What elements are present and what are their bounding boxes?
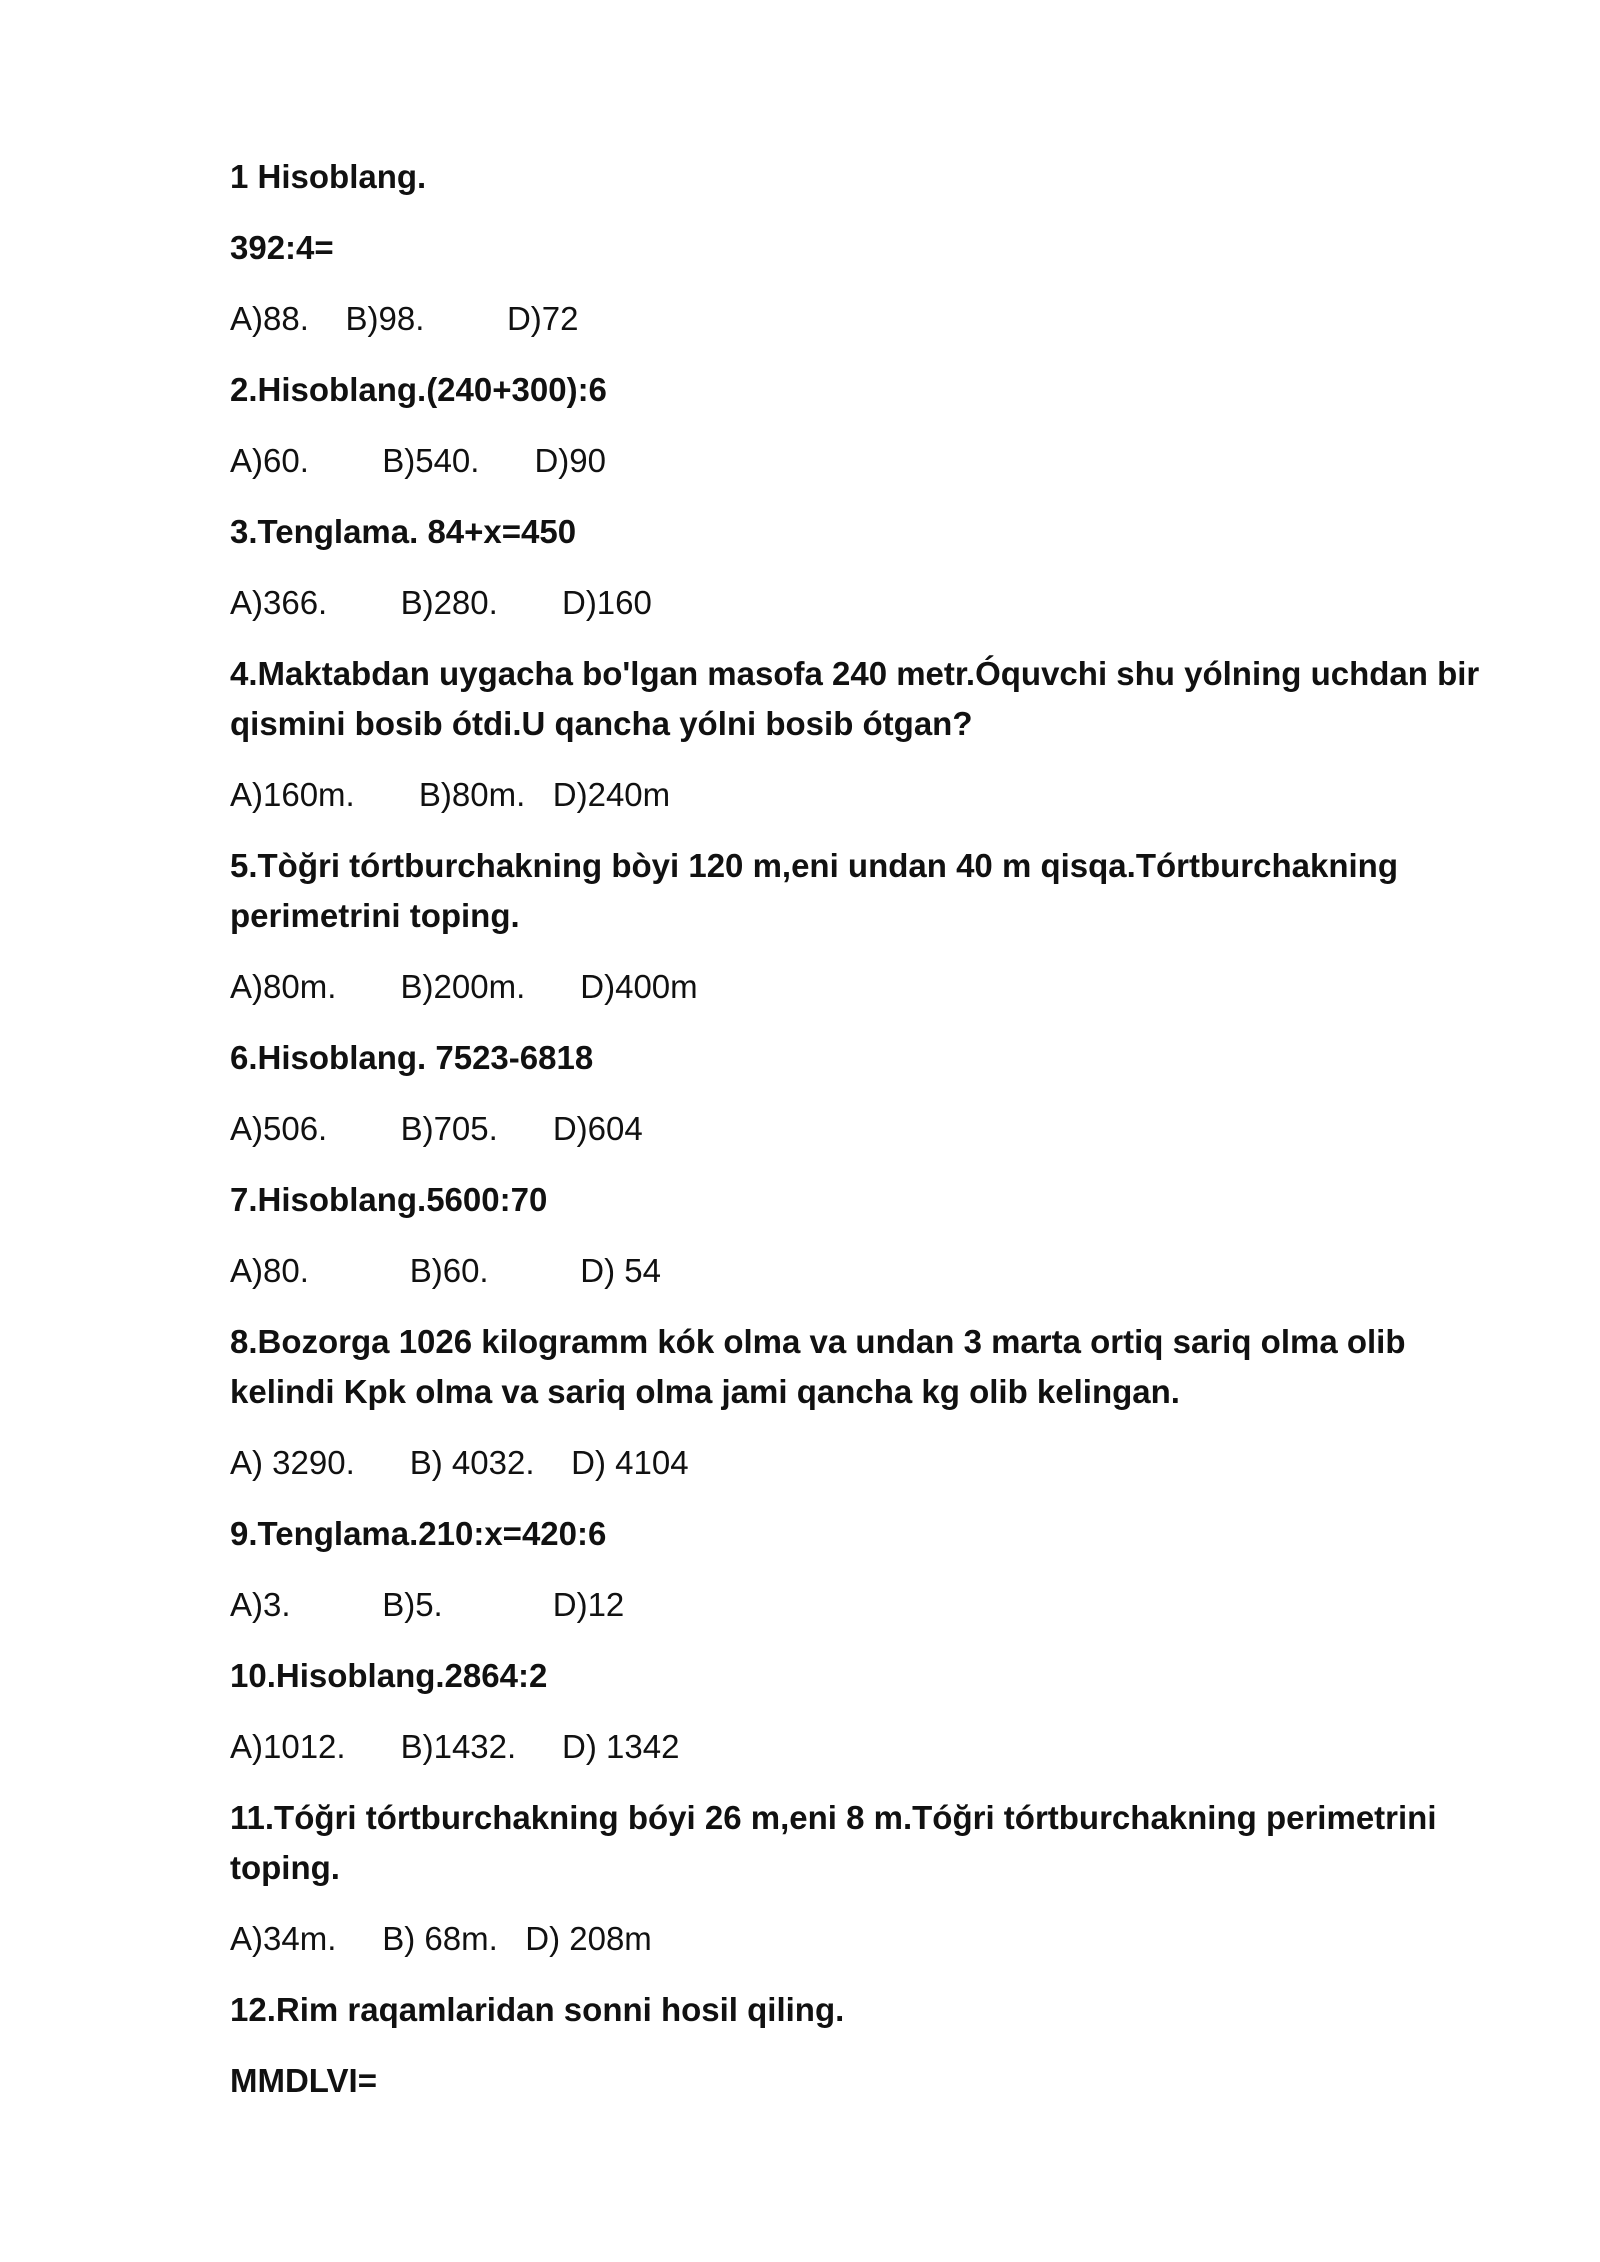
question-10-options: A)1012. B)1432. D) 1342 bbox=[230, 1728, 680, 1765]
question-12: 12.Rim raqamlaridan sonni hosil qiling. bbox=[230, 1991, 845, 2028]
question-9-options: A)3. B)5. D)12 bbox=[230, 1586, 625, 1623]
question-7: 7.Hisoblang.5600:70 bbox=[230, 1181, 548, 1218]
question-1-heading: 1 Hisoblang. bbox=[230, 158, 427, 195]
question-2: 2.Hisoblang.(240+300):6 bbox=[230, 371, 607, 408]
question-3-options: A)366. B)280. D)160 bbox=[230, 584, 652, 621]
question-9: 9.Tenglama.210:x=420:6 bbox=[230, 1515, 607, 1552]
question-4: 4.Maktabdan uygacha bo'lgan masofa 240 metr.Óquvchi shu yólning uchdan bir qismini bosib ótdi.U qancha yólni bosib ótgan? bbox=[230, 655, 1489, 742]
document-page bbox=[230, 152, 1490, 2106]
question-8: 8.Bozorga 1026 kilogramm kók olma va undan 3 marta ortiq sariq olma olib kelindi Kpk olma va sariq olma jami qancha kg olib kelingan. bbox=[230, 1323, 1415, 1410]
question-11-options: A)34m. B) 68m. D) 208m bbox=[230, 1920, 652, 1957]
question-8-options: A) 3290. B) 4032. D) 4104 bbox=[230, 1444, 689, 1481]
question-5-options: A)80m. B)200m. D)400m bbox=[230, 968, 698, 1005]
question-6-options: A)506. B)705. D)604 bbox=[230, 1110, 643, 1147]
question-5: 5.Tòğri tórtburchakning bòyi 120 m,eni undan 40 m qisqa.Tórtburchakning perimetrini toping. bbox=[230, 847, 1408, 934]
question-7-options: A)80. B)60. D) 54 bbox=[230, 1252, 661, 1289]
question-3: 3.Tenglama. 84+x=450 bbox=[230, 513, 577, 550]
question-2-options: A)60. B)540. D)90 bbox=[230, 442, 606, 479]
question-6: 6.Hisoblang. 7523-6818 bbox=[230, 1039, 594, 1076]
question-12-expression: MMDLVI= bbox=[230, 2062, 377, 2099]
question-10: 10.Hisoblang.2864:2 bbox=[230, 1657, 548, 1694]
question-1-expression: 392:4= bbox=[230, 229, 334, 266]
question-1-options: A)88. B)98. D)72 bbox=[230, 300, 579, 337]
question-11: 11.Tóğri tórtburchakning bóyi 26 m,eni 8 m.Tóğri tórtburchakning perimetrini toping. bbox=[230, 1799, 1446, 1886]
question-4-options: A)160m. B)80m. D)240m bbox=[230, 776, 671, 813]
